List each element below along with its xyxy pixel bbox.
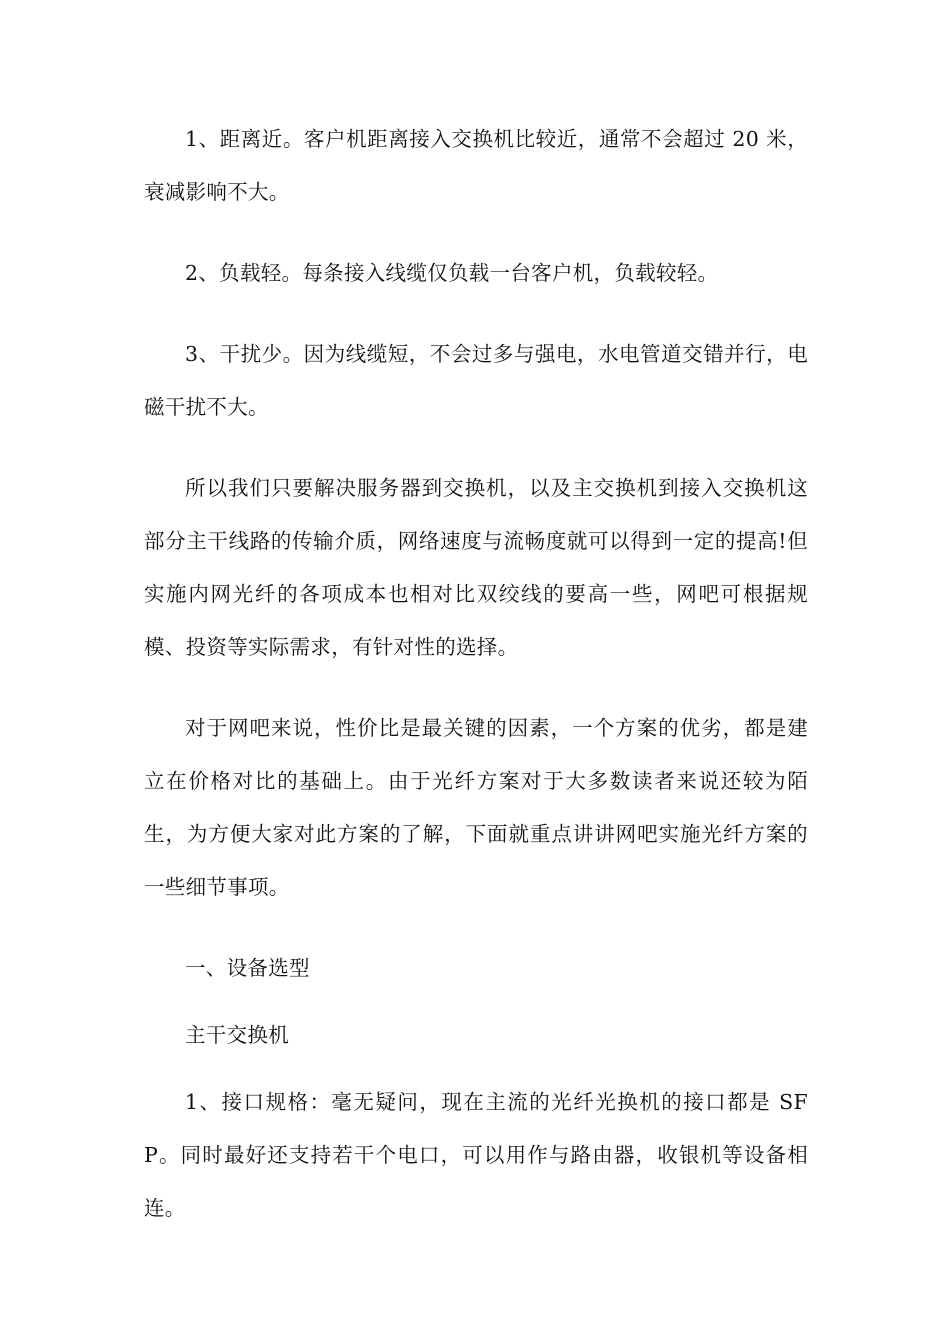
paragraph-backbone: 所以我们只要解决服务器到交换机，以及主交换机到接入交换机这部分主干线路的传输介质，网络速度与流畅度就可以得到一定的提高!但实施内网光纤的各项成本也相对比双绞线的要高一些，网吧可根据规模、投资等实际需求，有针对性的选择。 <box>144 476 808 659</box>
section-heading-equipment: 一、设备选型 <box>185 956 310 980</box>
paragraph-distance: 1、距离近。客户机距离接入交换机比较近，通常不会超过 20 米，衰减影响不大。 <box>144 127 808 204</box>
paragraph-interface-spec: 1、接口规格：毫无疑问，现在主流的光纤光换机的接口都是 SFP。同时最好还支持若干个电口，可以用作与路由器，收银机等设备相连。 <box>144 1090 808 1220</box>
paragraph-cost-performance: 对于网吧来说，性价比是最关键的因素，一个方案的优劣，都是建立在价格对比的基础上。由于光纤方案对于大多数读者来说还较为陌生，为方便大家对此方案的了解，下面就重点讲讲网吧实施光纤方案的一些细节事项。 <box>144 716 808 899</box>
document-body <box>144 113 808 1263</box>
paragraph-interference: 3、干扰少。因为线缆短，不会过多与强电，水电管道交错并行，电磁干扰不大。 <box>144 342 808 419</box>
paragraph-load: 2、负载轻。每条接入线缆仅负载一台客户机，负载较轻。 <box>185 261 719 285</box>
subheading-backbone-switch: 主干交换机 <box>185 1023 289 1047</box>
